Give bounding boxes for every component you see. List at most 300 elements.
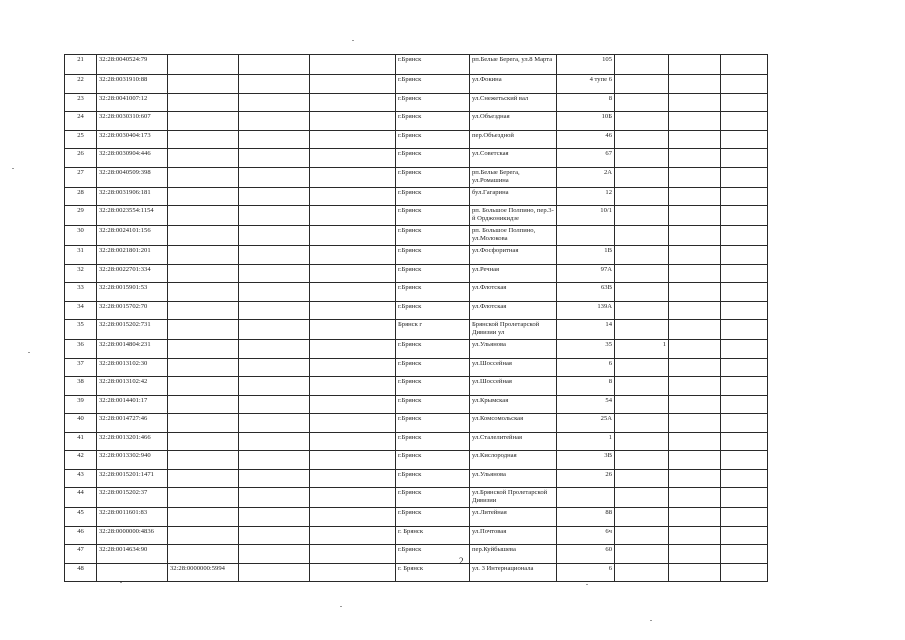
empty-cell	[239, 246, 310, 265]
cadastral-number: 32:28:0015901:53	[97, 283, 168, 302]
row-number: 40	[65, 414, 97, 433]
table-row	[65, 283, 768, 302]
house-number: 88	[557, 508, 615, 527]
house-number: 6ч	[557, 526, 615, 545]
house-number: 54	[557, 395, 615, 414]
row-number: 30	[65, 226, 97, 246]
empty-cell	[669, 301, 721, 320]
empty-cell	[721, 112, 768, 131]
empty-cell	[721, 340, 768, 359]
table-row	[65, 167, 768, 187]
empty-cell	[310, 93, 396, 112]
city-cell: г.Брянск	[396, 226, 470, 246]
cadastral-number: 32:28:0011601:83	[97, 508, 168, 527]
row-number: 43	[65, 469, 97, 488]
extra-cell	[615, 508, 669, 527]
empty-cell	[310, 432, 396, 451]
empty-cell	[721, 283, 768, 302]
row-number: 44	[65, 488, 97, 508]
city-cell: г.Брянск	[396, 358, 470, 377]
city-cell: г.Брянск	[396, 414, 470, 433]
empty-cell	[239, 563, 310, 582]
empty-cell	[239, 301, 310, 320]
city-cell: г.Брянск	[396, 264, 470, 283]
house-number: 8	[557, 93, 615, 112]
empty-cell	[669, 469, 721, 488]
street-cell: ул.Объездная	[470, 112, 557, 131]
empty-cell	[721, 246, 768, 265]
street-cell: рп. Большое Полпино, пер.3-й Орджоникидзе	[470, 206, 557, 226]
empty-cell	[310, 226, 396, 246]
cadastral-number-secondary	[168, 301, 239, 320]
scan-speck	[120, 582, 122, 583]
empty-cell	[239, 264, 310, 283]
house-number	[557, 488, 615, 508]
cadastral-number: 32:28:0013102:30	[97, 358, 168, 377]
cadastral-number: 32:28:0030404:173	[97, 130, 168, 149]
street-cell: ул.Ульянова	[470, 469, 557, 488]
empty-cell	[239, 55, 310, 75]
row-number: 37	[65, 358, 97, 377]
cadastral-number-secondary	[168, 358, 239, 377]
table-row	[65, 187, 768, 206]
table-row	[65, 130, 768, 149]
row-number: 39	[65, 395, 97, 414]
city-cell: г.Брянск	[396, 149, 470, 168]
table-row	[65, 545, 768, 564]
cadastral-number-secondary	[168, 246, 239, 265]
empty-cell	[669, 187, 721, 206]
cadastral-number: 32:28:0021801:201	[97, 246, 168, 265]
street-cell: ул.Флотская	[470, 283, 557, 302]
table-row	[65, 93, 768, 112]
empty-cell	[239, 75, 310, 94]
cadastral-number-secondary	[168, 508, 239, 527]
city-cell: г.Брянск	[396, 395, 470, 414]
table-row	[65, 55, 768, 75]
city-cell: г.Брянск	[396, 301, 470, 320]
empty-cell	[721, 451, 768, 470]
empty-cell	[669, 432, 721, 451]
empty-cell	[310, 112, 396, 131]
empty-cell	[239, 377, 310, 396]
extra-cell	[615, 187, 669, 206]
row-number: 46	[65, 526, 97, 545]
street-cell: ул. 3 Интернационала	[470, 563, 557, 582]
cadastral-number: 32:28:0013302:940	[97, 451, 168, 470]
extra-cell	[615, 55, 669, 75]
empty-cell	[721, 358, 768, 377]
empty-cell	[239, 340, 310, 359]
empty-cell	[721, 320, 768, 340]
empty-cell	[239, 167, 310, 187]
empty-cell	[310, 377, 396, 396]
table-row	[65, 377, 768, 396]
empty-cell	[721, 55, 768, 75]
empty-cell	[310, 545, 396, 564]
city-cell: г.Брянск	[396, 75, 470, 94]
empty-cell	[239, 545, 310, 564]
empty-cell	[721, 377, 768, 396]
empty-cell	[239, 93, 310, 112]
street-cell: ул.Литейная	[470, 508, 557, 527]
extra-cell	[615, 320, 669, 340]
street-cell: ул.Речная	[470, 264, 557, 283]
city-cell: г.Брянск	[396, 246, 470, 265]
empty-cell	[239, 187, 310, 206]
cadastral-number-secondary	[168, 377, 239, 396]
extra-cell	[615, 432, 669, 451]
row-number: 23	[65, 93, 97, 112]
table-row	[65, 226, 768, 246]
empty-cell	[669, 75, 721, 94]
empty-cell	[721, 526, 768, 545]
empty-cell	[310, 55, 396, 75]
cadastral-number: 32:28:0024101:156	[97, 226, 168, 246]
row-number: 33	[65, 283, 97, 302]
cadastral-number: 32:28:0022701:334	[97, 264, 168, 283]
cadastral-number-secondary	[168, 414, 239, 433]
city-cell: Брянск г	[396, 320, 470, 340]
house-number: 12	[557, 187, 615, 206]
empty-cell	[721, 414, 768, 433]
extra-cell	[615, 358, 669, 377]
cadastral-number-secondary	[168, 488, 239, 508]
table-row	[65, 488, 768, 508]
empty-cell	[310, 320, 396, 340]
empty-cell	[310, 149, 396, 168]
house-number: 35	[557, 340, 615, 359]
empty-cell	[669, 130, 721, 149]
city-cell: г.Брянск	[396, 508, 470, 527]
empty-cell	[239, 206, 310, 226]
city-cell: г.Брянск	[396, 340, 470, 359]
empty-cell	[721, 93, 768, 112]
empty-cell	[721, 264, 768, 283]
table-row	[65, 526, 768, 545]
empty-cell	[721, 508, 768, 527]
cadastral-number-secondary	[168, 469, 239, 488]
empty-cell	[721, 130, 768, 149]
empty-cell	[310, 167, 396, 187]
extra-cell	[615, 75, 669, 94]
street-cell: ул.Крымская	[470, 395, 557, 414]
empty-cell	[669, 488, 721, 508]
street-cell: ул.Ульянова	[470, 340, 557, 359]
cadastral-number: 32:28:0040509:398	[97, 167, 168, 187]
house-number: 25А	[557, 414, 615, 433]
cadastral-number-secondary	[168, 187, 239, 206]
extra-cell	[615, 246, 669, 265]
empty-cell	[310, 563, 396, 582]
cadastral-number-secondary	[168, 264, 239, 283]
cadastral-number: 32:28:0041007:12	[97, 93, 168, 112]
row-number: 35	[65, 320, 97, 340]
table-row	[65, 320, 768, 340]
cadastral-number: 32:28:0015202:731	[97, 320, 168, 340]
house-number: 46	[557, 130, 615, 149]
street-cell: ул.Комсомольская	[470, 414, 557, 433]
house-number: 105	[557, 55, 615, 75]
table-row	[65, 451, 768, 470]
empty-cell	[310, 187, 396, 206]
row-number: 27	[65, 167, 97, 187]
empty-cell	[310, 283, 396, 302]
city-cell: г. Брянск	[396, 526, 470, 545]
house-number: 14	[557, 320, 615, 340]
extra-cell	[615, 526, 669, 545]
city-cell: г.Брянск	[396, 112, 470, 131]
empty-cell	[310, 358, 396, 377]
row-number: 31	[65, 246, 97, 265]
city-cell: г.Брянск	[396, 469, 470, 488]
street-cell: ул.Фокина	[470, 75, 557, 94]
house-number: 67	[557, 149, 615, 168]
row-number: 41	[65, 432, 97, 451]
empty-cell	[669, 55, 721, 75]
row-number: 34	[65, 301, 97, 320]
table-row	[65, 246, 768, 265]
table-row	[65, 112, 768, 131]
house-number	[557, 226, 615, 246]
table-row	[65, 75, 768, 94]
cadastral-number: 32:28:0031906:181	[97, 187, 168, 206]
house-number: 139А	[557, 301, 615, 320]
cadastral-number: 32:28:0014401:17	[97, 395, 168, 414]
table-row	[65, 508, 768, 527]
empty-cell	[669, 93, 721, 112]
cadastral-number: 32:28:0014634:90	[97, 545, 168, 564]
row-number: 26	[65, 149, 97, 168]
empty-cell	[669, 395, 721, 414]
cadastral-number-secondary	[168, 226, 239, 246]
house-number: 10Б	[557, 112, 615, 131]
cadastral-number-secondary	[168, 55, 239, 75]
city-cell: г.Брянск	[396, 93, 470, 112]
table-row	[65, 206, 768, 226]
extra-cell	[615, 167, 669, 187]
empty-cell	[310, 264, 396, 283]
empty-cell	[721, 206, 768, 226]
cadastral-number-secondary	[168, 320, 239, 340]
row-number: 45	[65, 508, 97, 527]
empty-cell	[239, 432, 310, 451]
street-cell: рп.Белые Берега, ул.Ромашина	[470, 167, 557, 187]
empty-cell	[721, 226, 768, 246]
street-cell: ул.Флотская	[470, 301, 557, 320]
cadastral-number: 32:28:0040524:79	[97, 55, 168, 75]
cadastral-number-secondary	[168, 395, 239, 414]
cadastral-number-secondary	[168, 340, 239, 359]
empty-cell	[239, 451, 310, 470]
street-cell: ул.Брянской Пролетарской Дивизии	[470, 488, 557, 508]
cadastral-number-secondary	[168, 167, 239, 187]
extra-cell	[615, 545, 669, 564]
empty-cell	[239, 358, 310, 377]
empty-cell	[239, 488, 310, 508]
empty-cell	[721, 187, 768, 206]
cadastral-number-secondary	[168, 432, 239, 451]
empty-cell	[669, 414, 721, 433]
empty-cell	[239, 130, 310, 149]
table-row	[65, 340, 768, 359]
row-number: 29	[65, 206, 97, 226]
empty-cell	[721, 563, 768, 582]
table-row	[65, 358, 768, 377]
scan-speck	[352, 40, 354, 41]
empty-cell	[669, 377, 721, 396]
empty-cell	[669, 149, 721, 168]
extra-cell	[615, 226, 669, 246]
cadastral-number-secondary	[168, 112, 239, 131]
cadastral-number: 32:28:0014804:231	[97, 340, 168, 359]
empty-cell	[239, 283, 310, 302]
empty-cell	[669, 508, 721, 527]
empty-cell	[310, 340, 396, 359]
extra-cell	[615, 149, 669, 168]
street-cell: Брянской Пролетарской Дивизии ул	[470, 320, 557, 340]
row-number: 32	[65, 264, 97, 283]
street-cell: ул.Почтовая	[470, 526, 557, 545]
scan-speck	[340, 606, 342, 607]
empty-cell	[669, 563, 721, 582]
cadastral-number-secondary	[168, 545, 239, 564]
table-row	[65, 469, 768, 488]
table-row	[65, 414, 768, 433]
extra-cell	[615, 469, 669, 488]
empty-cell	[669, 340, 721, 359]
empty-cell	[239, 508, 310, 527]
house-number: 3В	[557, 451, 615, 470]
empty-cell	[669, 226, 721, 246]
extra-cell	[615, 130, 669, 149]
cadastral-number-secondary	[168, 283, 239, 302]
city-cell: г.Брянск	[396, 187, 470, 206]
empty-cell	[310, 301, 396, 320]
empty-cell	[669, 206, 721, 226]
city-cell: г.Брянск	[396, 545, 470, 564]
scan-speck	[650, 620, 652, 621]
empty-cell	[310, 130, 396, 149]
extra-cell	[615, 563, 669, 582]
extra-cell	[615, 93, 669, 112]
empty-cell	[310, 414, 396, 433]
empty-cell	[669, 283, 721, 302]
scan-speck	[12, 168, 14, 169]
empty-cell	[310, 75, 396, 94]
house-number: 60	[557, 545, 615, 564]
empty-cell	[310, 526, 396, 545]
cadastral-number: 32:28:0013201:466	[97, 432, 168, 451]
empty-cell	[669, 358, 721, 377]
street-cell: пер.Куйбышева	[470, 545, 557, 564]
cadastral-number-secondary	[168, 93, 239, 112]
table-row	[65, 563, 768, 582]
cadastral-number-secondary	[168, 75, 239, 94]
row-number: 22	[65, 75, 97, 94]
street-cell: ул.Шоссейная	[470, 377, 557, 396]
empty-cell	[669, 526, 721, 545]
house-number: 63В	[557, 283, 615, 302]
empty-cell	[721, 149, 768, 168]
cadastral-number-secondary	[168, 130, 239, 149]
house-number: 1	[557, 432, 615, 451]
row-number: 48	[65, 563, 97, 582]
empty-cell	[239, 469, 310, 488]
table-row	[65, 395, 768, 414]
empty-cell	[239, 226, 310, 246]
table-row	[65, 432, 768, 451]
street-cell: ул.Кислородная	[470, 451, 557, 470]
city-cell: г.Брянск	[396, 130, 470, 149]
empty-cell	[310, 508, 396, 527]
cadastral-number-secondary	[168, 149, 239, 168]
empty-cell	[721, 167, 768, 187]
cadastral-number: 32:28:0014727:46	[97, 414, 168, 433]
house-number: 8	[557, 377, 615, 396]
street-cell: бул.Гагарина	[470, 187, 557, 206]
empty-cell	[310, 246, 396, 265]
house-number: 97А	[557, 264, 615, 283]
house-number: 26	[557, 469, 615, 488]
row-number: 28	[65, 187, 97, 206]
house-number: 6	[557, 563, 615, 582]
extra-cell	[615, 377, 669, 396]
empty-cell	[239, 149, 310, 168]
cadastral-number: 32:28:0023554:1154	[97, 206, 168, 226]
city-cell: г.Брянск	[396, 488, 470, 508]
cadastral-number-secondary	[168, 451, 239, 470]
empty-cell	[669, 112, 721, 131]
house-number: 1В	[557, 246, 615, 265]
street-cell: ул.Фосфоритная	[470, 246, 557, 265]
cadastral-number-secondary: 32:28:0000000:5994	[168, 563, 239, 582]
street-cell: ул.Шоссейная	[470, 358, 557, 377]
city-cell: г.Брянск	[396, 206, 470, 226]
street-cell: пер.Объездной	[470, 130, 557, 149]
cadastral-number: 32:28:0015202:37	[97, 488, 168, 508]
cadastral-number: 32:28:0015702:70	[97, 301, 168, 320]
empty-cell	[721, 488, 768, 508]
empty-cell	[310, 488, 396, 508]
empty-cell	[310, 206, 396, 226]
page-number: 2	[459, 556, 464, 566]
registry-table	[64, 54, 768, 582]
table-body	[65, 55, 768, 582]
empty-cell	[239, 414, 310, 433]
empty-cell	[721, 545, 768, 564]
cadastral-number: 32:28:0030904:446	[97, 149, 168, 168]
row-number: 25	[65, 130, 97, 149]
empty-cell	[239, 395, 310, 414]
city-cell: г. Брянск	[396, 563, 470, 582]
extra-cell: 1	[615, 340, 669, 359]
street-cell: ул.Сталелитейная	[470, 432, 557, 451]
street-cell: рп. Большое Полпино, ул.Молокова	[470, 226, 557, 246]
cadastral-number: 32:28:0031910:88	[97, 75, 168, 94]
house-number: 6	[557, 358, 615, 377]
extra-cell	[615, 301, 669, 320]
extra-cell	[615, 112, 669, 131]
table-row	[65, 264, 768, 283]
scan-speck	[586, 584, 588, 585]
row-number: 21	[65, 55, 97, 75]
empty-cell	[669, 167, 721, 187]
cadastral-number: 32:28:0013102:42	[97, 377, 168, 396]
cadastral-number: 32:28:0015201:1471	[97, 469, 168, 488]
city-cell: г.Брянск	[396, 377, 470, 396]
extra-cell	[615, 395, 669, 414]
